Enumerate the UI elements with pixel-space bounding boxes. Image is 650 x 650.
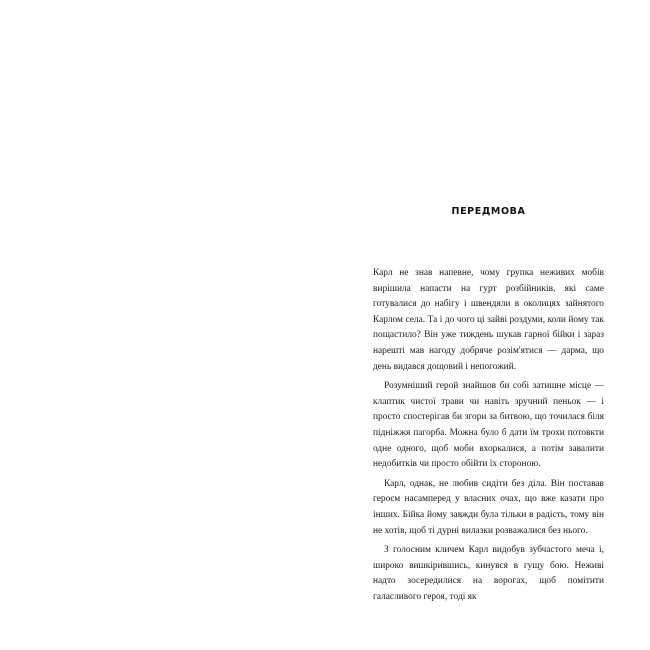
paragraph: Карл не знав напевне, чому групка неживих мобів вирішила напасти на гурт розбійників, які саме готувалися до набігу і швендяли в околицях зайнятого Карлом села. Та і до чого ці зайві роздуми, коли йому так пощастило? Він уже тиждень шукав гарної бійки і зараз нарешті мав нагоду добряче розім'ятися — дарма, що день видався дощовий і непогожий. — [373, 268, 604, 372]
chapter-body — [373, 266, 604, 609]
paragraph: Карл, однак, не любив сидіти без діла. Він поставав героєм насамперед у власних очах, що вже казати про інших. Бійка йому завжди була тільки в радість, тому він не хотів, щоб ті дурні вилазки розважалися без нього. — [373, 478, 604, 536]
paragraph: З голосним кличем Карл видобув зубчастого меча і, широко вишкірившись, кинувся в гущу бою. Неживі надто зосередилися на ворогах, щоб помітити галасливого героя, тоді як — [373, 545, 604, 602]
chapter-title: ПЕРЕДМОВА — [451, 206, 526, 217]
paragraph: Розумніший герой знайшов би собі затишне місце — клаптик чистої трави чи навіть зручний пеньок — і просто спостерігав би згори за битвою, що точилася біля підніжжя пагорба. Можна було б дати їм трохи потовкти одне одного, щоб моби вхоркалися, а потім завалити недобитків чи просто обійти їх стороною. — [373, 381, 604, 470]
